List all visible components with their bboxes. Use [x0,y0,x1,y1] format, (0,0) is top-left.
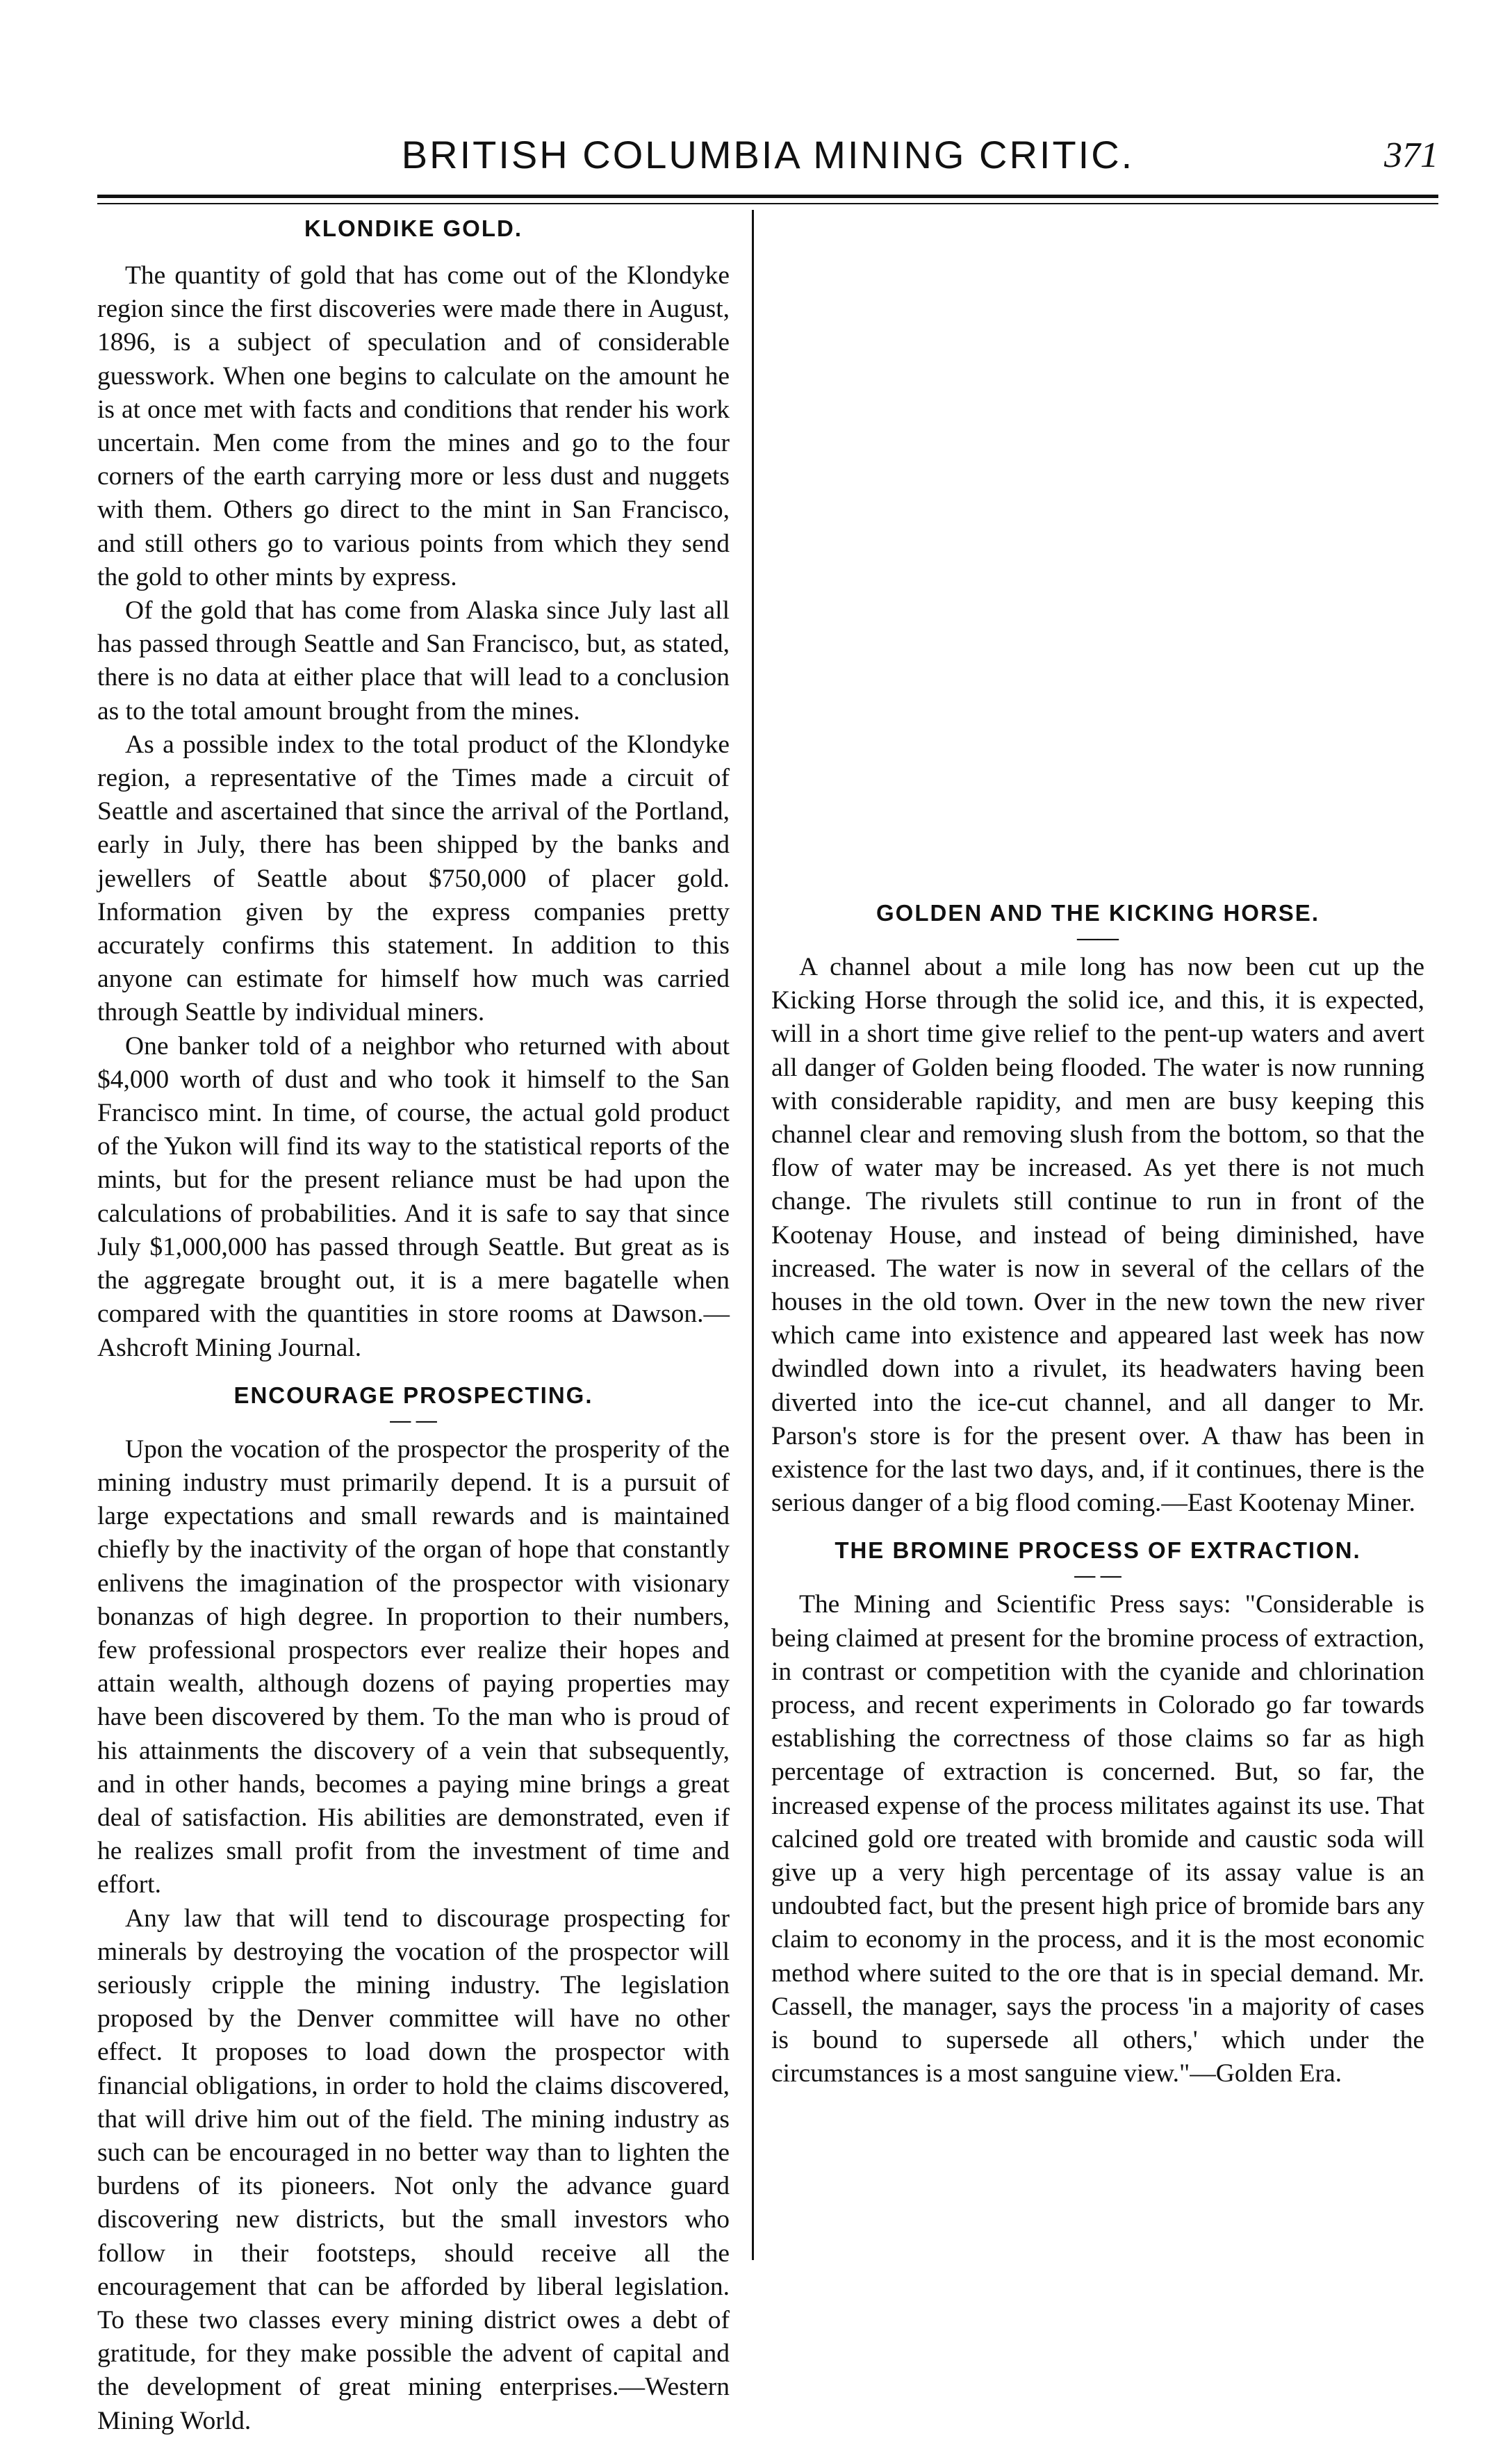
article-paragraph: Upon the vocation of the prospector the prosperity of the mining industry must primarily depend. It is a pursuit of large expectations and small rewards and is maintained chiefly by the inactivity of the organ of hope that constantly enlivens the imagination of the prospector with visionary bonanzas of high degree. In proportion to their numbers, few professional prospectors ever realize their hopes and attain wealth, although dozens of paying properties may have been discovered by them. To the man who is proud of his attainments the discovery of a vein that subsequently, and in other hands, becomes a paying mine brings a great deal of satisfaction. His abilities are demonstrated, even if he realizes small profit from the investment of time and effort. [97,1434,730,1899]
spacer [97,1365,730,1379]
title-dash: —— [1077,926,1119,949]
article-title: GOLDEN AND THE KICKING HORSE. [876,900,1320,926]
title-dash: — — [1074,1564,1121,1587]
article-golden-kicking-horse [771,897,1424,1520]
article-bromine-process [771,1534,1424,2091]
left-column [97,212,730,2438]
spacer [97,245,730,259]
page-header [97,132,1438,188]
article-paragraph: The quantity of gold that has come out of the Klondyke region since the first discoveries were made there in August, 1896, is a subject of speculation and of considerable guesswork. When one begins to calculate on the amount he is at once met with facts and conditions that render his work uncertain. Men come from the mines and go to the four corners of the earth carrying more or less dust and nuggets with them. Others go direct to the mint in San Francisco, and still others go to various points from which they send the gold to other mints by express. [97,261,730,591]
continued-text-space [771,212,1424,897]
article-paragraph: One banker told of a neighbor who returned with about $4,000 worth of dust and who took it himself to the San Francisco mint. In time, of course, the actual gold product of the Yukon will find its way to the statistical reports of the mints, but for the present reliance must be had upon the calculations of probabilities. And it is safe to say that since July $1,000,000 has passed through Seattle. But great as is the aggregate brought out, it is a mere bagatelle when compared with the quantities in store rooms at Dawson.—Ashcroft Mining Journal. [97,1031,730,1362]
article-paragraph: Any law that will tend to discourage prospecting for minerals by destroying the vocation of the prospector will seriously cripple the mining industry. The legislation proposed by the Denver committee will have no other effect. It proposes to load down the prospector with financial obligations, in order to hold the claims discovered, that will drive him out of the field. The mining industry as such can be encouraged in no better way than to lighten the burdens of its pioneers. Not only the advance guard discovering new districts, but the small investors who follow in their footsteps, should receive all the encouragement that can be afforded by liberal legislation. To these two classes every mining district owes a debt of gratitude, for they make possible the advent of capital and the development of great mining enterprises.—Western Mining World. [97,1904,730,2435]
article-encourage-prospecting [97,1379,730,2438]
article-paragraph: A channel about a mile long has now been cut up the Kicking Horse through the solid ice, and this, it is expected, will in a short time give relief to the pent-up waters and avert all danger of Golden being flooded. The water is now running with considerable rapidity, and men are busy keeping this channel clear and removing slush from the bottom, so that the flow of water may be increased. As yet there is not much change. The rivulets still continue to run in front of the Kootenay House, and instead of being diminished, have increased. The water is now in several of the cellars of the houses in the old town. Over in the new town the new river which came into existence and appeared last week has now dwindled down into a rivulet, its headwaters having been diverted into the ice-cut channel, and all danger to Mr. Parson's store is for the present over. A thaw has been in existence for the last two days, and, if it continues, there is the serious danger of a big flood coming.—East Kootenay Miner. [771,953,1424,1518]
page-number: 371 [1384,136,1438,175]
article-title: KLONDIKE GOLD. [304,215,523,241]
column-divider [752,210,754,2260]
header-rule-thin [97,203,1438,204]
article-paragraph: The Mining and Scientific Press says: "Considerable is being claimed at present for the bromine process of extraction, in contrast or competition with the cyanide and chlorination process, and recent experiments in Colorado go far towards establishing the correctness of those claims so far as high percentage of extraction is concerned. But, so far, the increased expense of the process militates against its use. That calcined gold ore treated with bromide and caustic soda will give up a very high percentage of its assay value is an undoubted fact, but the present high price of bromide bars any claim to economy in the process, and it is the most economic method where suited to the ore that is in special demand. Mr. Cassell, the manager, says the process 'in a majority of cases is bound to supersede all others,' which under the circumstances is a most sanguine view."—Golden Era. [771,1590,1424,2088]
article-title: THE BROMINE PROCESS OF EXTRACTION. [835,1537,1361,1564]
right-column [771,212,1424,2091]
article-paragraph: Of the gold that has come from Alaska since July last all has passed through Seattle and San Francisco, but, as stated, there is no data at either place that will lead to a conclusion as to the total amount brought from the mines. [97,596,730,726]
article-paragraph: As a possible index to the total product of the Klondyke region, a representative of the Times made a circuit of Seattle and ascertained that since the arrival of the Portland, early in July, there has been shipped by the banks and jewellers of Seattle about $750,000 of placer gold. Information given by the express companies pretty accurately confirms this statement. In addition to this anyone can estimate for himself how much was carried through Seattle by individual miners. [97,730,730,1027]
article-title: ENCOURAGE PROSPECTING. [233,1382,593,1408]
title-dash: — — [390,1408,437,1432]
spacer [771,1520,1424,1534]
article-klondike-gold [97,212,730,1365]
header-rule [97,195,1438,198]
publication-title: BRITISH COLUMBIA MINING CRITIC. [401,133,1135,177]
